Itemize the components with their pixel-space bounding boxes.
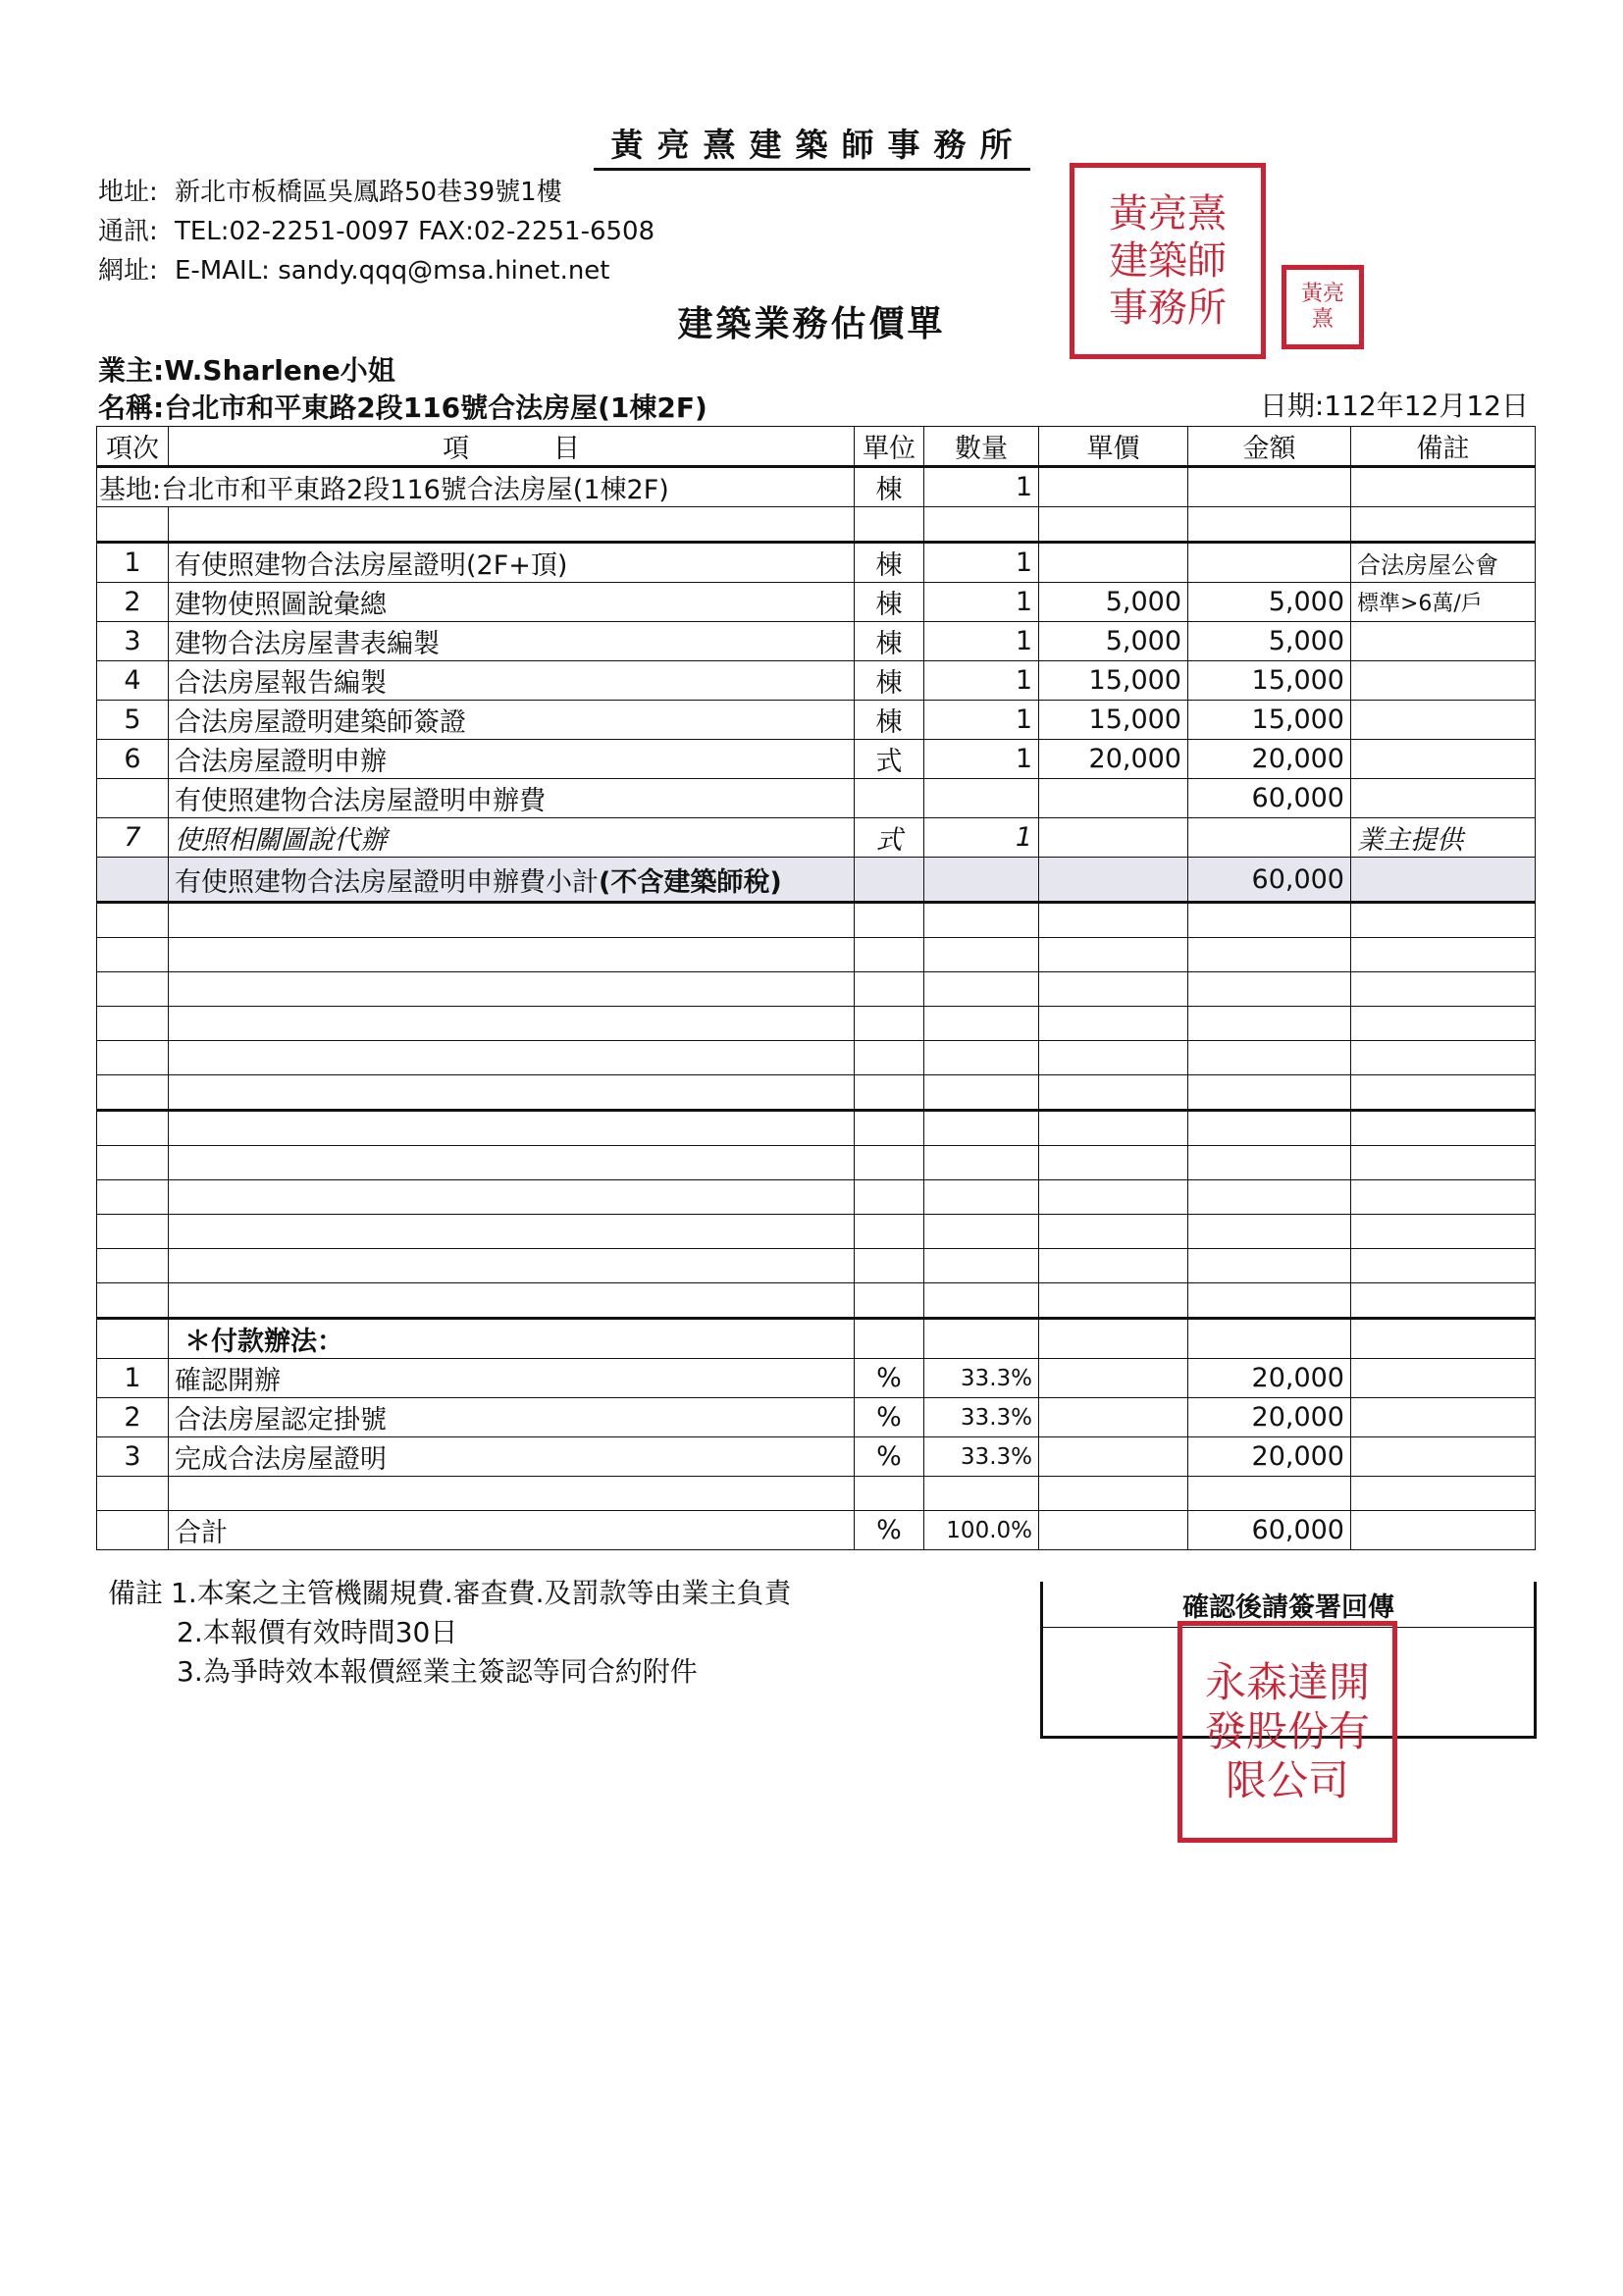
- payment-row: 1 確認開辦 % 33.3% 20,000: [97, 1359, 1536, 1398]
- confirm-title: 確認後請簽署回傳: [1043, 1582, 1534, 1628]
- company-seal: 永森達開發股份有限公司: [1178, 1621, 1397, 1843]
- payment-row: 3 完成合法房屋證明 % 33.3% 20,000: [97, 1437, 1536, 1477]
- doc-title: 建築業務估價單: [677, 304, 946, 344]
- firm-name: 黃亮熹建築師事務所: [0, 120, 1623, 166]
- table-header: [97, 427, 1536, 467]
- site-row: 基地:台北市和平東路2段116號合法房屋(1棟2F) 棟 1: [97, 467, 1536, 507]
- payment-title-row: ＊付款辦法：: [97, 1319, 1536, 1359]
- notes-label: 備註: [108, 1577, 164, 1609]
- owner: 業主:W.Sharlene小姐: [98, 354, 395, 387]
- table-row: 5 合法房屋證明建築師簽證 棟 1 15,000 15,000: [97, 701, 1536, 740]
- table-row: 3 建物合法房屋書表編製 棟 1 5,000 5,000: [97, 622, 1536, 661]
- item7-row: 7 使照相關圖說代辦 式 1 業主提供: [97, 818, 1536, 858]
- firm-contact: 通訊: TEL:02-2251-0097 FAX:02-2251-6508: [98, 217, 655, 246]
- header-unit: 單位: [855, 427, 924, 467]
- quote-date: 日期:112年12月12日: [1259, 390, 1529, 422]
- table-row: [97, 507, 1536, 543]
- total-row: 合計 % 100.0% 60,000: [97, 1511, 1536, 1550]
- firm-email: 網址: E-MAIL: sandy.qqq@msa.hinet.net: [98, 256, 610, 286]
- table-row: 6 合法房屋證明申辦 式 1 20,000 20,000: [97, 740, 1536, 779]
- project-name: 名稱:台北市和平東路2段116號合法房屋(1棟2F): [98, 391, 707, 424]
- payment-row: 2 合法房屋認定掛號 % 33.3% 20,000: [97, 1398, 1536, 1437]
- subtotal-row: 有使照建物合法房屋證明申辦費小計(不含建築師稅) 60,000: [97, 858, 1536, 903]
- table-row: 4 合法房屋報告編製 棟 1 15,000 15,000: [97, 661, 1536, 701]
- header-note: 備註: [1351, 427, 1536, 467]
- header-item: 項 目: [169, 427, 855, 467]
- firm-address: 地址: 新北市板橋區吳鳳路50巷39號1樓: [98, 178, 562, 207]
- firm-seal: 黃亮熹建築師事務所: [1070, 163, 1266, 359]
- header-qty: 數量: [924, 427, 1039, 467]
- small-seal: 黃亮熹: [1282, 265, 1364, 349]
- site-label: 基地:台北市和平東路2段116號合法房屋(1棟2F): [97, 467, 855, 507]
- header-price: 單價: [1039, 427, 1188, 467]
- notes: 備註 1.本案之主管機關規費.審查費.及罰款等由業主負責 2.本報價有效時間30日 3.為爭時效本報價經業主簽認等同合約附件: [108, 1577, 792, 1688]
- header-no: 項次: [97, 427, 169, 467]
- fee-row: 有使照建物合法房屋證明申辦費 60,000: [97, 779, 1536, 818]
- table-row: 1 有使照建物合法房屋證明(2F+頂) 棟 1 合法房屋公會: [97, 543, 1536, 583]
- quote-table: [96, 426, 1536, 1550]
- header-amount: 金額: [1188, 427, 1351, 467]
- table-row: 2 建物使照圖說彙總 棟 1 5,000 5,000 標準>6萬/戶: [97, 583, 1536, 622]
